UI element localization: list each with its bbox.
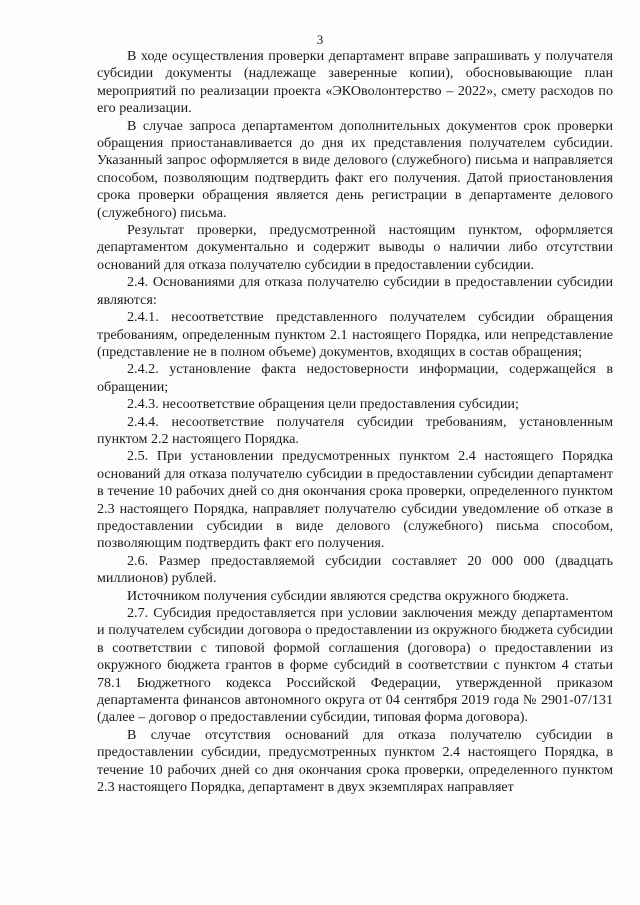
paragraph-2-5: 2.5. При установлении предусмотренных пунктом 2.4 настоящего Порядка оснований для отказа получателю субсидии в предоставлении субсидии департамент в течение 10 рабочих дней со дня окончания срока проверки, определенного пунктом 2.3 настоящего Порядка, направляет получателю субсидии уведомление об отказе в предоставлении субсидии в виде делового (служебного) письма способом, позволяющим подтвердить факт его получения.: [97, 448, 613, 552]
paragraph-suspension: В случае запроса департаментом дополнительных документов срок проверки обращения приостанавливается до дня их представления получателем субсидии. Указанный запрос оформляется в виде делового (служебного) письма и направляется способом, позволяющим подтвердить факт его получения. Датой приостановления срока проверки обращения является день регистрации в департаменте делового (служебного) письма.: [97, 117, 613, 221]
paragraph-no-grounds: В случае отсутствия оснований для отказа получателю субсидии в предоставлении субсидии, предусмотренных пунктом 2.4 настоящего Порядка, в течение 10 рабочих дней со дня окончания срока проверки, определенного пунктом 2.3 настоящего Порядка, департамент в двух экземплярах направляет: [97, 726, 613, 796]
document-body: [97, 48, 613, 796]
paragraph-request-documents: В ходе осуществления проверки департамент вправе запрашивать у получателя субсидии документы (надлежаще заверенные копии), обосновывающие план мероприятий по реализации проекта «ЭКОволонтерство – 2022», смету расходов по его реализации.: [97, 48, 613, 117]
paragraph-2-4-2: 2.4.2. установление факта недостоверности информации, содержащейся в обращении;: [97, 361, 613, 395]
paragraph-2-4-3: 2.4.3. несоответствие обращения цели предоставления субсидии;: [127, 396, 519, 413]
paragraph-check-result: Результат проверки, предусмотренной настоящим пунктом, оформляется департаментом документально и содержит выводы о наличии либо отсутствии оснований для отказа получателю субсидии в предоставлении субсидии.: [97, 222, 613, 273]
page-number: 3: [316, 32, 324, 47]
paragraph-2-4-4: 2.4.4. несоответствие получателя субсидии требованиям, установленным пунктом 2.2 настоящего Порядка.: [97, 413, 613, 447]
paragraph-2-7: 2.7. Субсидия предоставляется при условии заключения между департаментом и получателем субсидии договора о предоставлении из окружного бюджета субсидии в соответствии с типовой формой соглашения (договора) о предоставлении из окружного бюджета грантов в форме субсидий в соответствии с пунктом 4 статьи 78.1 Бюджетного кодекса Российской Федерации, утвержденной приказом департамента финансов автономного округа от 04 сентября 2019 года № 2901-07/131 (далее – договор о предоставлении субсидии, типовая форма договора).: [97, 605, 613, 726]
paragraph-2-4: 2.4. Основаниями для отказа получателю субсидии в предоставлении субсидии являются:: [97, 274, 613, 308]
paragraph-funding-source: Источником получения субсидии являются средства окружного бюджета.: [127, 587, 569, 604]
paragraph-2-6: 2.6. Размер предоставляемой субсидии составляет 20 000 000 (двадцать миллионов) рублей.: [97, 552, 613, 587]
paragraph-2-4-1: 2.4.1. несоответствие представленного получателем субсидии обращения требованиям, определенным пунктом 2.1 настоящего Порядка, или непредставление (представление не в полном объеме) документов, входящих в состав обращения;: [97, 309, 613, 360]
